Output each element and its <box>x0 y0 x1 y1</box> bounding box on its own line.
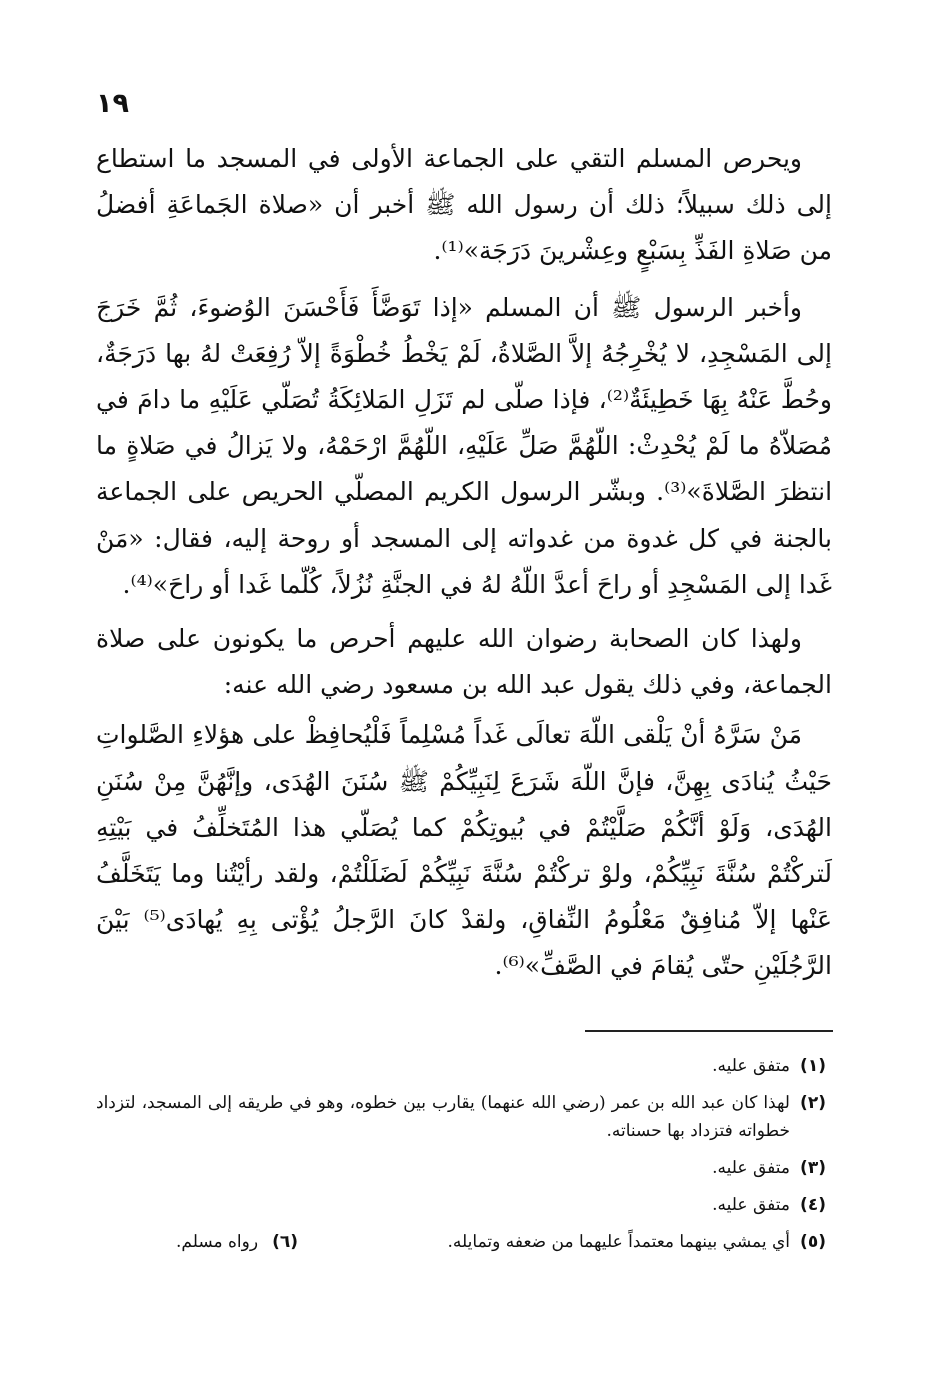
main-text <box>96 136 832 990</box>
footnote-text: متفق عليه. <box>712 1158 790 1178</box>
footnote <box>96 1052 826 1080</box>
paragraph: ولهذا كان الصحابة رضوان الله عليهم أحرص ما يكونون على صلاة الجماعة، وفي ذلك يقول عبد الله بن مسعود رضي الله عنه: <box>96 624 832 700</box>
paragraph: ويحرص المسلم التقي على الجماعة الأولى في المسجد ما استطاع إلى ذلك سبيلاً؛ ذلك أن رسول الله ﷺ أخبر أن «صلاة الجَماعَةِ أفضلُ من صَلاةِ الفَذِّ بِسَبْعٍ وعِشْرينَ دَرَجَة»⁽¹⁾. <box>96 144 832 266</box>
footnote-row <box>96 1228 826 1265</box>
footnote <box>96 1154 826 1182</box>
quote-paragraph: مَنْ سَرَّهُ أنْ يَلْقى اللّهَ تعالَى غَداً مُسْلِماً فَلْيُحافِظْ على هؤلاءِ الصَّلواتِ حَيْثُ يُنادَى بِهِنَّ، فإنَّ اللّهَ شَرَعَ لِنَبِيِّكُمْ ﷺ سُنَنَ الهُدَى، وإنَّهُنَّ مِنْ سُنَنِ الهُدَى، وَلَوْ أنَّكُمْ صَلَّيْتُمْ في بُيوتِكُمْ كما يُصَلّي هذا المُتَخلِّفُ في بَيْتِهِ لَتركْتُمْ سُنَّةَ نَبِيِّكُمْ، ولوْ تركْتُمْ سُنَّةَ نَبِيِّكُمْ لَضَلَلْتُمْ، ولقد رأيْتُنا وما يَتَخَلَّفُ عَنْها إلاّ مُنافِقٌ مَعْلُومُ النِّفاقِ، ولقدْ كانَ الرَّجلُ يُؤْتى بِهِ يُهادَى⁽⁵⁾ بَيْنَ الرَّجُلَيْنِ حتّى يُقامَ في الصَّفِّ»⁽⁶⁾. <box>96 720 832 981</box>
footnote-text: متفق عليه. <box>712 1195 790 1215</box>
footnote <box>96 1089 826 1145</box>
paragraph: وأخبر الرسول ﷺ أن المسلم «إذا تَوَضَّأَ فَأَحْسَنَ الوُضوءَ، ثُمَّ خَرَجَ إلى المَسْجِدِ، لا يُخْرِجُهُ إلاَّ الصَّلاةُ، لَمْ يَخْطُ خُطْوَةً إلاّ رُفِعَتْ لهُ بها دَرَجَةٌ، وحُطَّ عَنْهُ بِهَا خَطِيئَةٌ⁽²⁾، فإذا صلّى لم تَزَلِ المَلائِكَةُ تُصَلّي عَلَيْهِ ما دامَ في مُصَلاّهُ ما لَمْ يُحْدِثْ: اللّهُمَّ صَلِّ عَلَيْهِ، اللّهُمَّ ارْحَمْهُ، ولا يَزالُ في صَلاةٍ ما انتظرَ الصَّلاةَ»⁽³⁾. وبشّر الرسول الكريم المصلّي الحريص على الجماعة بالجنة في كل غدوة من غدواته إلى المسجد أو روحة إليه، فقال: «مَنْ غَدا إلى المَسْجِدِ أو راحَ أعدَّ اللّهُ لهُ في الجنَّةِ نُزُلاً، كُلّما غَدا أو راحَ»⁽⁴⁾. <box>96 292 833 599</box>
footnote <box>96 1191 826 1219</box>
footnote-text: لهذا كان عبد الله بن عمر (رضي الله عنهما) يقارب بين خطوه، وهو في طريقه إلى المسجد، لتزداد خطواته فتزداد بها حسناته. <box>96 1093 790 1141</box>
footnote-number: (٦) <box>272 1232 299 1252</box>
footnote-text: رواه مسلم. <box>176 1232 259 1252</box>
footnote-number: (١) <box>800 1056 826 1076</box>
footnotes <box>96 1052 826 1265</box>
page-number: ١٩ <box>96 88 129 119</box>
footnote-number: (٤) <box>800 1195 826 1215</box>
footnote-number: (٢) <box>800 1093 826 1113</box>
footnote-divider <box>585 1030 833 1032</box>
footnote <box>176 1228 298 1256</box>
footnote <box>448 1228 826 1256</box>
footnote-text: أي يمشي بينهما معتمداً عليهما من ضعفه وتمايله. <box>447 1232 790 1252</box>
footnote-number: (٥) <box>800 1232 826 1252</box>
footnote-text: متفق عليه. <box>712 1056 790 1076</box>
footnote-number: (٣) <box>800 1158 826 1178</box>
